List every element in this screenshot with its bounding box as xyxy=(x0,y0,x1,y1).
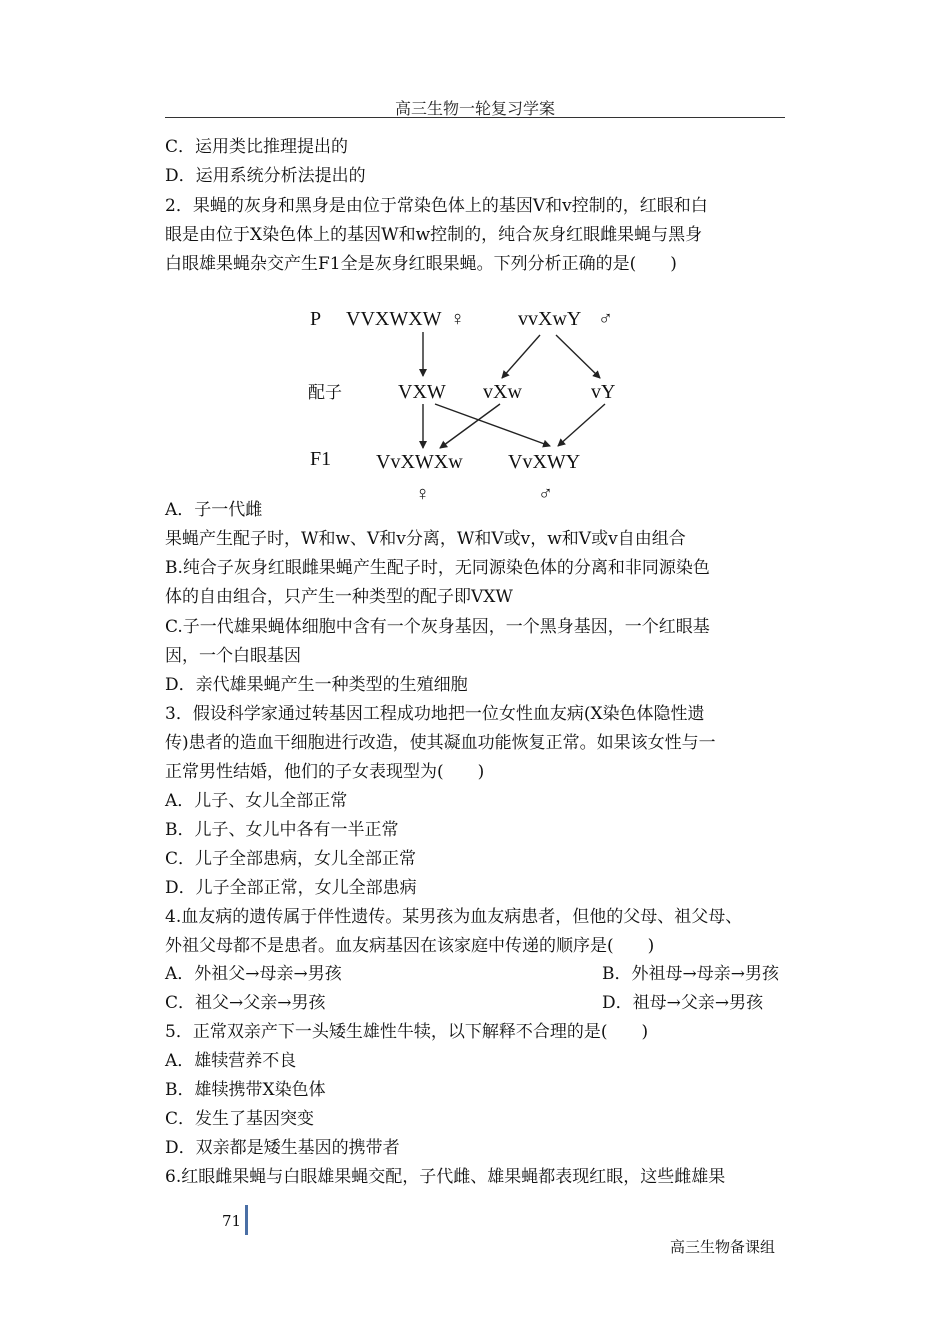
f1-female-symbol: ♀ xyxy=(415,483,430,505)
text-line: C．发生了基因突变 xyxy=(165,1109,315,1129)
female-symbol: ♀ xyxy=(450,308,465,330)
option-row xyxy=(165,993,805,1013)
text-line: 6.红眼雌果蝇与白眼雄果蝇交配，子代雌、雄果蝇都表现红眼，这些雌雄果 xyxy=(165,1167,726,1187)
text-line: 4.血友病的遗传属于伴性遗传。某男孩为血友病患者，但他的父母、祖父母、 xyxy=(165,907,743,927)
text-line: C．儿子全部患病，女儿全部正常 xyxy=(165,849,417,869)
arrow-gamete2-to-f1-female xyxy=(440,404,500,448)
gamete-3: vY xyxy=(591,381,616,403)
text-line: 正常男性结婚，他们的子女表现型为( ) xyxy=(165,762,485,782)
arrow-male-to-gamete-v-y xyxy=(556,335,600,378)
text-line: B.纯合子灰身红眼雌果蝇产生配子时，无同源染色体的分离和非同源染色 xyxy=(165,558,710,578)
text-line: 因，一个白眼基因 xyxy=(165,646,301,666)
page-number: 71 xyxy=(222,1212,242,1230)
cross-diagram xyxy=(300,300,660,515)
text-line: 3．假设科学家通过转基因工程成功地把一位女性血友病(X染色体隐性遗 xyxy=(165,704,705,724)
text-line: A．儿子、女儿全部正常 xyxy=(165,791,348,811)
text-line: C.子一代雄果蝇体细胞中含有一个灰身基因，一个黑身基因，一个红眼基 xyxy=(165,617,710,637)
p-male-genotype: vvXwY xyxy=(518,308,582,330)
gamete-1: VXW xyxy=(398,381,446,403)
option-c: C．祖父→父亲→男孩 xyxy=(165,993,326,1013)
text-line: 2．果蝇的灰身和黑身是由位于常染色体上的基因V和v控制的，红眼和白 xyxy=(165,196,708,216)
page-number-bar xyxy=(245,1205,248,1235)
text-line: A．雄犊营养不良 xyxy=(165,1051,297,1071)
option-d: D．祖母→父亲→男孩 xyxy=(602,993,764,1013)
male-symbol: ♂ xyxy=(598,308,613,330)
f1-male-genotype: VvXWY xyxy=(508,451,581,473)
text-line: B．儿子、女儿中各有一半正常 xyxy=(165,820,399,840)
text-line: D．亲代雄果蝇产生一种类型的生殖细胞 xyxy=(165,675,468,695)
text-line: D．运用系统分析法提出的 xyxy=(165,166,366,186)
text-line: D．双亲都是矮生基因的携带者 xyxy=(165,1138,400,1158)
option-b: B．外祖母→母亲→男孩 xyxy=(602,964,779,984)
text-line: 5．正常双亲产下一头矮生雄性牛犊，以下解释不合理的是( ) xyxy=(165,1022,649,1042)
arrow-gamete3-to-f1-male xyxy=(558,404,605,446)
p-female-genotype: VVXWXW xyxy=(346,308,442,330)
text-line: 外祖父母都不是患者。血友病基因在该家庭中传递的顺序是( ) xyxy=(165,936,655,956)
label-gamete: 配子 xyxy=(308,383,342,403)
text-line: C．运用类比推理提出的 xyxy=(165,137,349,157)
text-line: B．雄犊携带X染色体 xyxy=(165,1080,326,1100)
text-line: 体的自由组合，只产生一种类型的配子即VXW xyxy=(165,587,513,607)
option-a: A．外祖父→母亲→男孩 xyxy=(165,964,342,984)
arrow-male-to-gamete-v-xw xyxy=(502,335,540,378)
text-line: 传)患者的造血干细胞进行改造，使其凝血功能恢复正常。如果该女性与一 xyxy=(165,733,716,753)
text-line: 果蝇产生配子时，W和w、V和v分离，W和V或v，w和V或v自由组合 xyxy=(165,529,686,549)
text-line: A．子一代雌 xyxy=(165,500,263,520)
footer-group: 高三生物备课组 xyxy=(670,1238,776,1256)
header-title: 高三生物一轮复习学案 xyxy=(394,99,555,118)
option-row xyxy=(165,964,805,984)
gamete-2: vXw xyxy=(483,381,522,403)
text-line: 白眼雄果蝇杂交产生F1全是灰身红眼果蝇。下列分析正确的是( ) xyxy=(165,254,677,274)
f1-male-symbol: ♂ xyxy=(538,483,553,505)
text-line: 眼是由位于X染色体上的基因W和w控制的，纯合灰身红眼雌果蝇与黑身 xyxy=(165,225,703,245)
header-rule xyxy=(165,117,785,118)
f1-female-genotype: VvXWXw xyxy=(376,451,463,473)
text-line: D．儿子全部正常，女儿全部患病 xyxy=(165,878,417,898)
label-f1: F1 xyxy=(310,448,332,470)
label-p: P xyxy=(310,308,322,330)
